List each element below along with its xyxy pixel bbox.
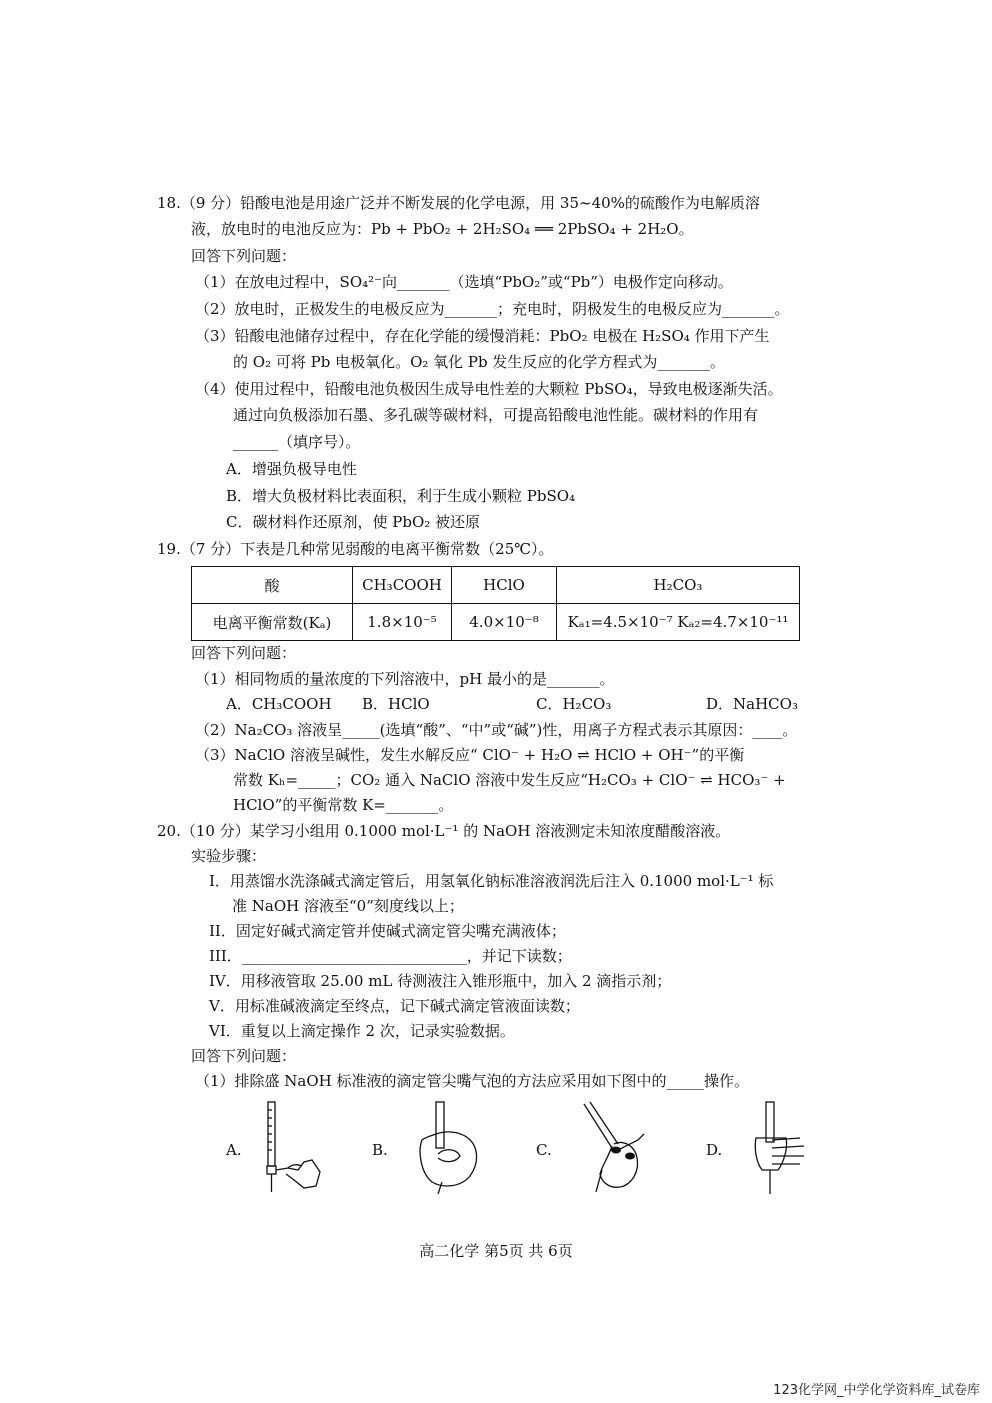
q19-line1: 19.（7 分）下表是几种常见弱酸的电离平衡常数（25℃）。 [157, 540, 554, 558]
table-header-hclo: HClO [452, 567, 557, 604]
q20-line1: 20.（10 分）某学习小组用 0.1000 mol·L⁻¹ 的 NaOH 溶液测定未知浓度醋酸溶液。 [157, 822, 731, 840]
table-row [192, 604, 800, 641]
q19-sub3-line3: HClO”的平衡常数 K=_______。 [233, 796, 454, 814]
figure-label-a: A. [226, 1141, 242, 1159]
q19-prompt: 回答下列问题： [191, 644, 297, 662]
table-header-h2co3: H₂CO₃ [557, 567, 800, 604]
q19-option-a: A．CH₃COOH [226, 695, 332, 713]
q18-line1: 18.（9 分）铅酸电池是用途广泛并不断发展的化学电源，用 35~40%的硫酸作为电解质溶 [157, 194, 760, 212]
q19-sub3-line1: （3）NaClO 溶液呈碱性，发生水解反应“ ClO⁻ + H₂O ⇌ HClO + OH⁻”的平衡 [195, 746, 745, 764]
q20-sub1: （1）排除盛 NaOH 标准液的滴定管尖嘴气泡的方法应采用如下图中的_____操作。 [195, 1072, 750, 1090]
q19-sub2: （2）Na₂CO₃ 溶液呈_____(选填“酸”、“中”或“碱”)性，用离子方程式表示其原因：____。 [195, 721, 798, 739]
acid-constant-table [191, 566, 800, 641]
q18-option-b: B．增大负极材料比表面积，利于生成小颗粒 PbSO₄ [226, 487, 576, 505]
table-header-acid: 酸 [192, 567, 353, 604]
q18-sub4-line2: 通过向负极添加石墨、多孔碳等碳材料，可提高铅酸电池性能。碳材料的作用有 [233, 406, 759, 424]
burette-figure-d [748, 1100, 810, 1196]
q20-step5: V．用标准碱液滴定至终点，记下碱式滴定管液面读数； [209, 997, 580, 1015]
q18-sub2: （2）放电时，正极发生的电极反应为_______；充电时，阴极发生的电极反应为_______。 [195, 300, 790, 318]
q18-sub4-line1: （4）使用过程中，铅酸电池负极因生成导电性差的大颗粒 PbSO₄，导致电极逐渐失活。 [195, 380, 783, 398]
q19-sub3-line2: 常数 Kₕ=_____；CO₂ 通入 NaClO 溶液中发生反应“H₂CO₃ + ClO⁻ ⇌ HCO₃⁻ + [233, 771, 786, 789]
q20-step4: IV．用移液管取 25.00 mL 待测液注入锥形瓶中，加入 2 滴指示剂； [209, 972, 672, 990]
q19-option-c: C．H₂CO₃ [536, 695, 612, 713]
q20-prompt: 回答下列问题： [191, 1047, 297, 1065]
q20-step3: III．______________________________，并记下读数； [209, 947, 572, 965]
table-cell-hclo: 4.0×10⁻⁸ [452, 604, 557, 641]
figure-label-b: B. [372, 1141, 388, 1159]
q19-option-d: D．NaHCO₃ [706, 695, 798, 713]
watermark: 123化学网_中学化学资料库_试卷库 [773, 1383, 980, 1398]
q20-step2: II．固定好碱式滴定管并使碱式滴定管尖嘴充满液体； [209, 922, 566, 940]
q18-option-c: C．碳材料作还原剂，使 PbO₂ 被还原 [226, 513, 481, 531]
q18-line2: 液，放电时的电池反应为：Pb + PbO₂ + 2H₂SO₄ ══ 2PbSO₄ + 2H₂O。 [191, 220, 694, 238]
burette-figure-c [578, 1100, 652, 1196]
table-cell-ch3cooh: 1.8×10⁻⁵ [353, 604, 452, 641]
q20-step1-line2: 准 NaOH 溶液至“0”刻度线以上； [232, 897, 464, 915]
q20-step1-line1: I．用蒸馏水洗涤碱式滴定管后，用氢氧化钠标准溶液润洗后注入 0.1000 mol·L⁻¹ 标 [209, 872, 774, 890]
q19-option-b: B．HClO [362, 695, 430, 713]
table-header-ch3cooh: CH₃COOH [353, 567, 452, 604]
q18-sub3-line2: 的 O₂ 可将 Pb 电极氧化。O₂ 氧化 Pb 发生反应的化学方程式为_______。 [233, 353, 725, 371]
q18-option-a: A．增强负极导电性 [226, 460, 357, 478]
q18-sub4-line3: ______（填序号）。 [233, 433, 361, 451]
table-header-row [192, 567, 800, 604]
table-row-label: 电离平衡常数(Kₐ) [192, 604, 353, 641]
figure-label-c: C. [536, 1141, 552, 1159]
burette-figure-a [258, 1100, 324, 1196]
q18-prompt: 回答下列问题： [191, 247, 297, 265]
q20-steps-title: 实验步骤： [191, 847, 267, 865]
page-footer: 高二化学 第5页 共 6页 [419, 1242, 573, 1260]
q18-sub1: （1）在放电过程中，SO₄²⁻向_______（选填“PbO₂”或“Pb”）电极作定向移动。 [195, 273, 733, 291]
q18-sub3-line1: （3）铅酸电池储存过程中，存在化学能的缓慢消耗：PbO₂ 电极在 H₂SO₄ 作用下产生 [195, 327, 770, 345]
table-cell-h2co3: Kₐ₁=4.5×10⁻⁷ Kₐ₂=4.7×10⁻¹¹ [557, 604, 800, 641]
q19-sub1: （1）相同物质的量浓度的下列溶液中，pH 最小的是_______。 [195, 670, 615, 688]
q20-step6: VI．重复以上滴定操作 2 次，记录实验数据。 [209, 1022, 515, 1040]
figure-label-d: D. [706, 1141, 723, 1159]
burette-figure-b [412, 1100, 484, 1196]
